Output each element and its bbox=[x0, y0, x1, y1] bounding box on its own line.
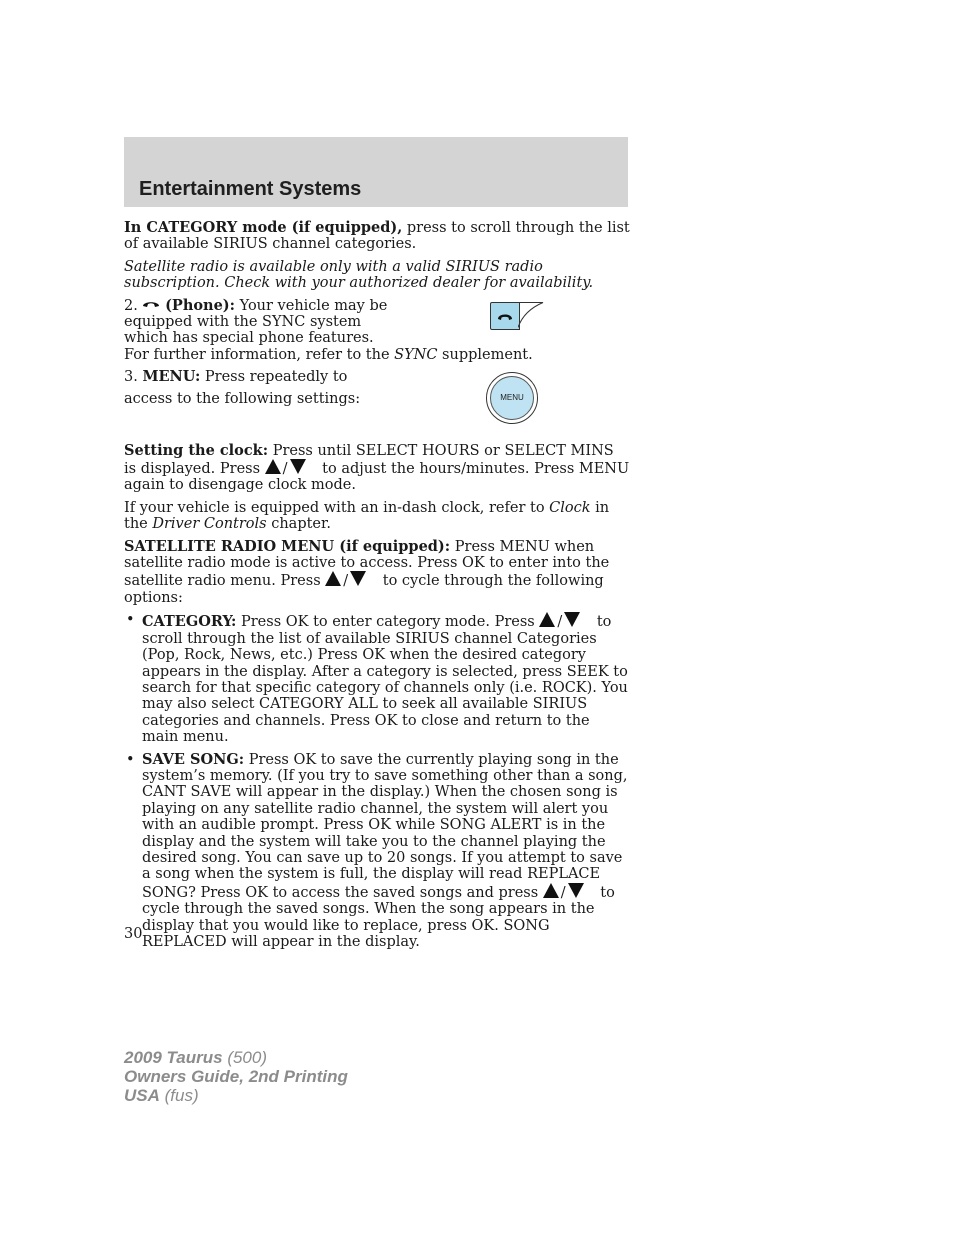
footer-line-1: 2009 Taurus (500) bbox=[124, 1048, 268, 1067]
bullet-icon: • bbox=[126, 751, 135, 768]
menu-line-1: 3. MENU: Press repeatedly to bbox=[124, 367, 348, 385]
menu-button-label: MENU bbox=[490, 376, 534, 420]
phone-line-2: equipped with the SYNC system bbox=[124, 314, 362, 331]
menu-line-2: access to the following settings: bbox=[124, 391, 361, 408]
up-arrow-icon bbox=[265, 459, 281, 474]
bullet-icon: • bbox=[126, 612, 135, 629]
footer bbox=[124, 1048, 348, 1105]
page-number: 30 bbox=[124, 926, 143, 942]
phone-line-4: For further information, refer to the SYNC supplement. bbox=[124, 346, 533, 363]
indash-clock-paragraph: If your vehicle is equipped with an in-dash clock, refer to Clock in the Driver Controls chapter. bbox=[124, 499, 610, 533]
menu-section bbox=[124, 369, 630, 441]
phone-section bbox=[124, 298, 630, 364]
phone-button-illustration bbox=[490, 302, 520, 330]
list-item: • SAVE SONG: Press OK to save the currently playing song in the system’s memory. (If you try to save something other than a song, CANT SAVE will appear in the display.) When the chosen song is playing on any satellite radio channel, the system will alert you with an audible prompt. Press OK while SONG ALERT is in the display and the system will take you to the channel playing the desired song. You can save up to 20 songs. If you attempt to save a song when the system is full, the display will read REPLACE SONG? Press OK to access the saved songs and press / to cycle through the saved songs. When the song appears in the display that you would like to replace, press OK. SONG REPLACED will appear in the display. bbox=[126, 750, 628, 950]
menu-button-illustration bbox=[486, 372, 538, 424]
phone-line-3: which has special phone features. bbox=[124, 330, 374, 347]
down-arrow-icon bbox=[290, 459, 306, 474]
up-arrow-icon bbox=[539, 612, 555, 627]
up-arrow-icon bbox=[325, 571, 341, 586]
page-content bbox=[124, 220, 630, 956]
phone-button-edge bbox=[518, 302, 544, 328]
satellite-note: Satellite radio is available only with a valid SIRIUS radio subscription. Check with your authorized dealer for availability. bbox=[124, 258, 594, 292]
down-arrow-icon bbox=[350, 571, 366, 586]
up-arrow-icon bbox=[543, 883, 559, 898]
satellite-menu-paragraph: SATELLITE RADIO MENU (if equipped): Press MENU when satellite radio mode is active to access. Press OK to enter into the satellite radio menu. Press / to cycle through the following options: bbox=[124, 537, 610, 606]
footer-line-2: Owners Guide, 2nd Printing bbox=[124, 1067, 348, 1086]
list-item: • CATEGORY: Press OK to enter category mode. Press / to scroll through the list of available SIRIUS channel Categories (Pop, Rock, News, etc.) Press OK when the desired category appears in the display. After a category is selected, press SEEK to search for that specific category of channels only (i.e. ROCK). You may also select CATEGORY ALL to seek all available SIRIUS categories and channels. Press OK to close and return to the main menu. bbox=[126, 612, 628, 746]
phone-line-1: 2. (Phone): Your vehicle may be bbox=[124, 296, 388, 314]
satellite-menu-options bbox=[124, 612, 630, 950]
section-title: Entertainment Systems bbox=[139, 178, 362, 200]
down-arrow-icon bbox=[568, 883, 584, 898]
phone-handset-icon bbox=[142, 298, 160, 314]
down-arrow-icon bbox=[564, 612, 580, 627]
clock-paragraph: Setting the clock: Press until SELECT HOURS or SELECT MINS is displayed. Press / to adjust the hours/minutes. Press MENU again to disengage clock mode. bbox=[124, 441, 630, 494]
footer-line-3: USA (fus) bbox=[124, 1086, 199, 1105]
intro-category-paragraph: In CATEGORY mode (if equipped), press to scroll through the list of available SIRIUS channel categories. bbox=[124, 219, 630, 253]
